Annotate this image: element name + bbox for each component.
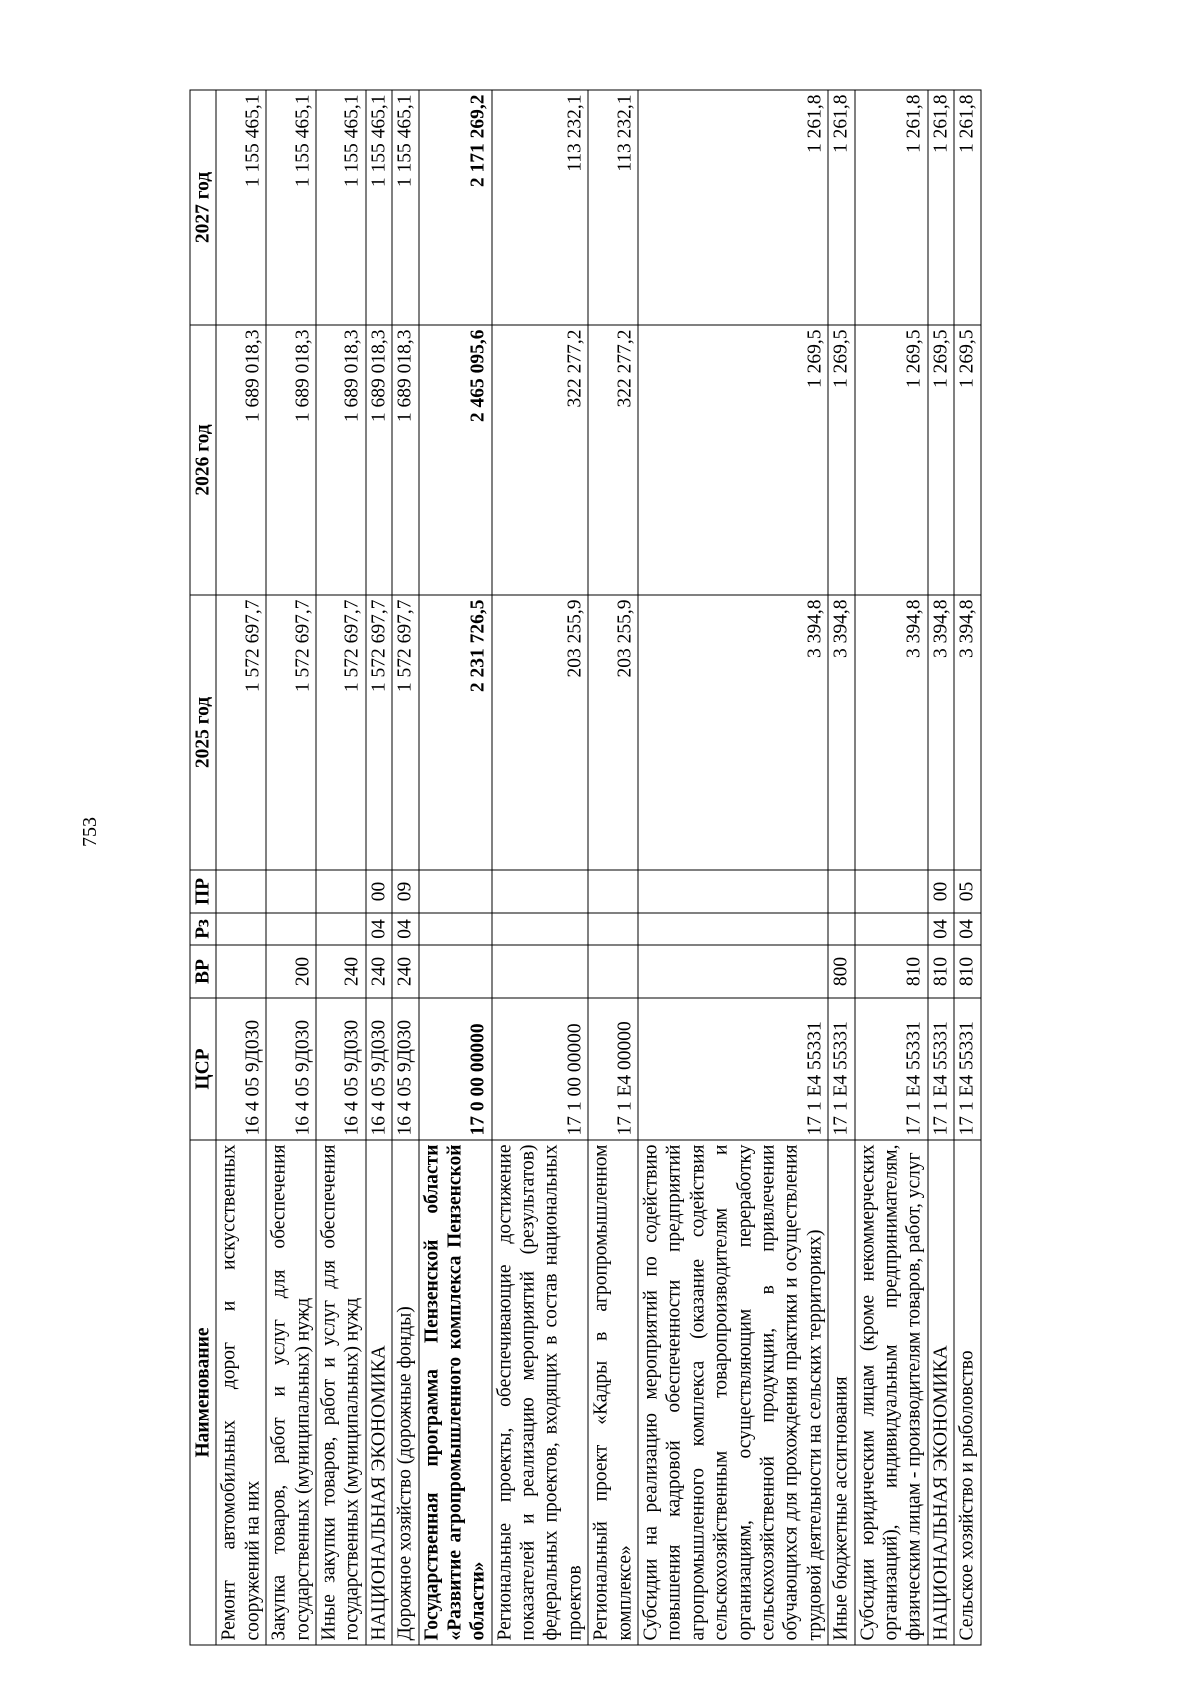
cell-vr: 810 xyxy=(927,945,953,998)
cell-2026: 322 277,2 xyxy=(491,325,588,595)
table-row xyxy=(216,90,266,1645)
cell-rz xyxy=(828,913,854,945)
cell-pr xyxy=(588,870,638,913)
cell-2026: 1 269,5 xyxy=(828,325,854,595)
cell-vr xyxy=(418,945,491,998)
table-row xyxy=(954,90,980,1645)
table-row xyxy=(315,90,365,1645)
table-row xyxy=(266,90,316,1645)
cell-vr: 200 xyxy=(266,945,316,998)
cell-2026: 1 269,5 xyxy=(854,325,927,595)
table-row xyxy=(638,90,828,1645)
cell-2025: 1 572 697,7 xyxy=(216,595,266,870)
cell-csr: 17 1 Е4 55331 xyxy=(638,998,828,1140)
table-row xyxy=(491,90,588,1645)
table-row xyxy=(927,90,953,1645)
cell-2026: 1 689 018,3 xyxy=(216,325,266,595)
cell-rz xyxy=(216,913,266,945)
cell-2025: 3 394,8 xyxy=(828,595,854,870)
cell-name: Субсидии юридическим лицам (кроме некоммерческих организаций), индивидуальным предпринимателям, физическим лицам - производителям товаров, работ, услуг xyxy=(854,1140,927,1645)
cell-2027: 2 171 269,2 xyxy=(418,90,491,325)
table-body xyxy=(216,90,980,1645)
cell-rz: 04 xyxy=(392,913,418,945)
cell-name: Закупка товаров, работ и услуг для обеспечения государственных (муниципальных) нужд xyxy=(266,1140,316,1645)
cell-csr: 17 0 00 00000 xyxy=(418,998,491,1140)
cell-vr xyxy=(588,945,638,998)
cell-name: Дорожное хозяйство (дорожные фонды) xyxy=(392,1140,418,1645)
cell-pr xyxy=(315,870,365,913)
cell-2026: 1 689 018,3 xyxy=(365,325,391,595)
cell-2025: 3 394,8 xyxy=(854,595,927,870)
cell-csr: 16 4 05 9Д030 xyxy=(216,998,266,1140)
cell-csr: 17 1 00 00000 xyxy=(491,998,588,1140)
cell-name: Сельское хозяйство и рыболовство xyxy=(954,1140,980,1645)
cell-csr: 16 4 05 9Д030 xyxy=(315,998,365,1140)
header-name: Наименование xyxy=(190,1140,216,1645)
cell-2026: 1 689 018,3 xyxy=(266,325,316,595)
cell-rz xyxy=(266,913,316,945)
cell-2026: 1 269,5 xyxy=(954,325,980,595)
table-row xyxy=(854,90,927,1645)
table-row xyxy=(392,90,418,1645)
cell-vr xyxy=(491,945,588,998)
cell-vr: 240 xyxy=(392,945,418,998)
cell-2026: 1 689 018,3 xyxy=(392,325,418,595)
cell-2027: 1 155 465,1 xyxy=(392,90,418,325)
cell-pr xyxy=(638,870,828,913)
cell-2027: 1 155 465,1 xyxy=(315,90,365,325)
cell-name: Государственная программа Пензенской области «Развитие агропромышленного комплекса Пензенской области» xyxy=(418,1140,491,1645)
cell-2026: 1 269,5 xyxy=(638,325,828,595)
cell-name: НАЦИОНАЛЬНАЯ ЭКОНОМИКА xyxy=(365,1140,391,1645)
cell-2027: 1 155 465,1 xyxy=(365,90,391,325)
cell-2027: 113 232,1 xyxy=(491,90,588,325)
cell-2027: 1 155 465,1 xyxy=(216,90,266,325)
cell-pr xyxy=(491,870,588,913)
cell-rz xyxy=(638,913,828,945)
cell-pr: 09 xyxy=(392,870,418,913)
cell-2027: 113 232,1 xyxy=(588,90,638,325)
cell-rz xyxy=(588,913,638,945)
cell-2027: 1 261,8 xyxy=(638,90,828,325)
cell-vr: 240 xyxy=(315,945,365,998)
header-2025: 2025 год xyxy=(190,595,216,870)
cell-vr: 810 xyxy=(854,945,927,998)
page-number: 753 xyxy=(79,817,101,847)
cell-pr: 00 xyxy=(927,870,953,913)
cell-rz xyxy=(491,913,588,945)
cell-rz xyxy=(418,913,491,945)
cell-name: Региональные проекты, обеспечивающие достижение показателей и реализацию мероприятий (результатов) федеральных проектов, входящих в состав национальных проектов xyxy=(491,1140,588,1645)
cell-rz xyxy=(315,913,365,945)
cell-2025: 203 255,9 xyxy=(491,595,588,870)
cell-vr: 240 xyxy=(365,945,391,998)
cell-csr: 17 1 Е4 55331 xyxy=(927,998,953,1140)
cell-2026: 1 689 018,3 xyxy=(315,325,365,595)
header-vr: ВР xyxy=(190,945,216,998)
cell-2026: 322 277,2 xyxy=(588,325,638,595)
cell-2027: 1 261,8 xyxy=(954,90,980,325)
header-pr: ПР xyxy=(190,870,216,913)
cell-vr: 810 xyxy=(954,945,980,998)
cell-2026: 1 269,5 xyxy=(927,325,953,595)
rotated-table-wrapper xyxy=(189,90,1117,1645)
cell-rz: 04 xyxy=(927,913,953,945)
cell-2025: 3 394,8 xyxy=(954,595,980,870)
cell-vr xyxy=(216,945,266,998)
cell-2025: 1 572 697,7 xyxy=(365,595,391,870)
table-row xyxy=(588,90,638,1645)
cell-2027: 1 261,8 xyxy=(854,90,927,325)
table-row xyxy=(365,90,391,1645)
cell-name: Иные закупки товаров, работ и услуг для обеспечения государственных (муниципальных) нужд xyxy=(315,1140,365,1645)
cell-2025: 1 572 697,7 xyxy=(392,595,418,870)
cell-csr: 16 4 05 9Д030 xyxy=(266,998,316,1140)
table-row xyxy=(418,90,491,1645)
cell-vr xyxy=(638,945,828,998)
cell-csr: 17 1 Е4 00000 xyxy=(588,998,638,1140)
cell-2026: 2 465 095,6 xyxy=(418,325,491,595)
cell-name: Региональный проект «Кадры в агропромышленном комплексе» xyxy=(588,1140,638,1645)
cell-name: Иные бюджетные ассигнования xyxy=(828,1140,854,1645)
cell-vr: 800 xyxy=(828,945,854,998)
cell-rz xyxy=(854,913,927,945)
cell-2025: 203 255,9 xyxy=(588,595,638,870)
cell-name: Субсидии на реализацию мероприятий по содействию повышения кадровой обеспеченности предприятий агропромышленного комплекса (оказание содействия сельскохозяйственным товаропроизводителям и организациям, осуществляющим переработку сельскохозяйственной продукции, в привлечении обучающихся для прохождения практики и осуществления трудовой деятельности на сельских территориях) xyxy=(638,1140,828,1645)
cell-pr xyxy=(854,870,927,913)
header-2027: 2027 год xyxy=(190,90,216,325)
cell-name: НАЦИОНАЛЬНАЯ ЭКОНОМИКА xyxy=(927,1140,953,1645)
cell-name: Ремонт автомобильных дорог и искусственных сооружений на них xyxy=(216,1140,266,1645)
table-header-row xyxy=(190,90,216,1645)
table-row xyxy=(828,90,854,1645)
cell-2027: 1 261,8 xyxy=(828,90,854,325)
cell-pr: 00 xyxy=(365,870,391,913)
cell-2025: 3 394,8 xyxy=(927,595,953,870)
cell-2027: 1 155 465,1 xyxy=(266,90,316,325)
cell-csr: 16 4 05 9Д030 xyxy=(392,998,418,1140)
cell-csr: 17 1 Е4 55331 xyxy=(828,998,854,1140)
cell-csr: 17 1 Е4 55331 xyxy=(954,998,980,1140)
header-csr: ЦСР xyxy=(190,998,216,1140)
cell-2027: 1 261,8 xyxy=(927,90,953,325)
cell-csr: 17 1 Е4 55331 xyxy=(854,998,927,1140)
cell-pr xyxy=(418,870,491,913)
cell-2025: 3 394,8 xyxy=(638,595,828,870)
header-2026: 2026 год xyxy=(190,325,216,595)
cell-pr: 05 xyxy=(954,870,980,913)
cell-pr xyxy=(828,870,854,913)
budget-table xyxy=(189,89,981,1645)
cell-pr xyxy=(216,870,266,913)
header-rz: Рз xyxy=(190,913,216,945)
cell-2025: 1 572 697,7 xyxy=(315,595,365,870)
cell-csr: 16 4 05 9Д030 xyxy=(365,998,391,1140)
cell-rz: 04 xyxy=(954,913,980,945)
cell-pr xyxy=(266,870,316,913)
cell-2025: 2 231 726,5 xyxy=(418,595,491,870)
cell-rz: 04 xyxy=(365,913,391,945)
cell-2025: 1 572 697,7 xyxy=(266,595,316,870)
